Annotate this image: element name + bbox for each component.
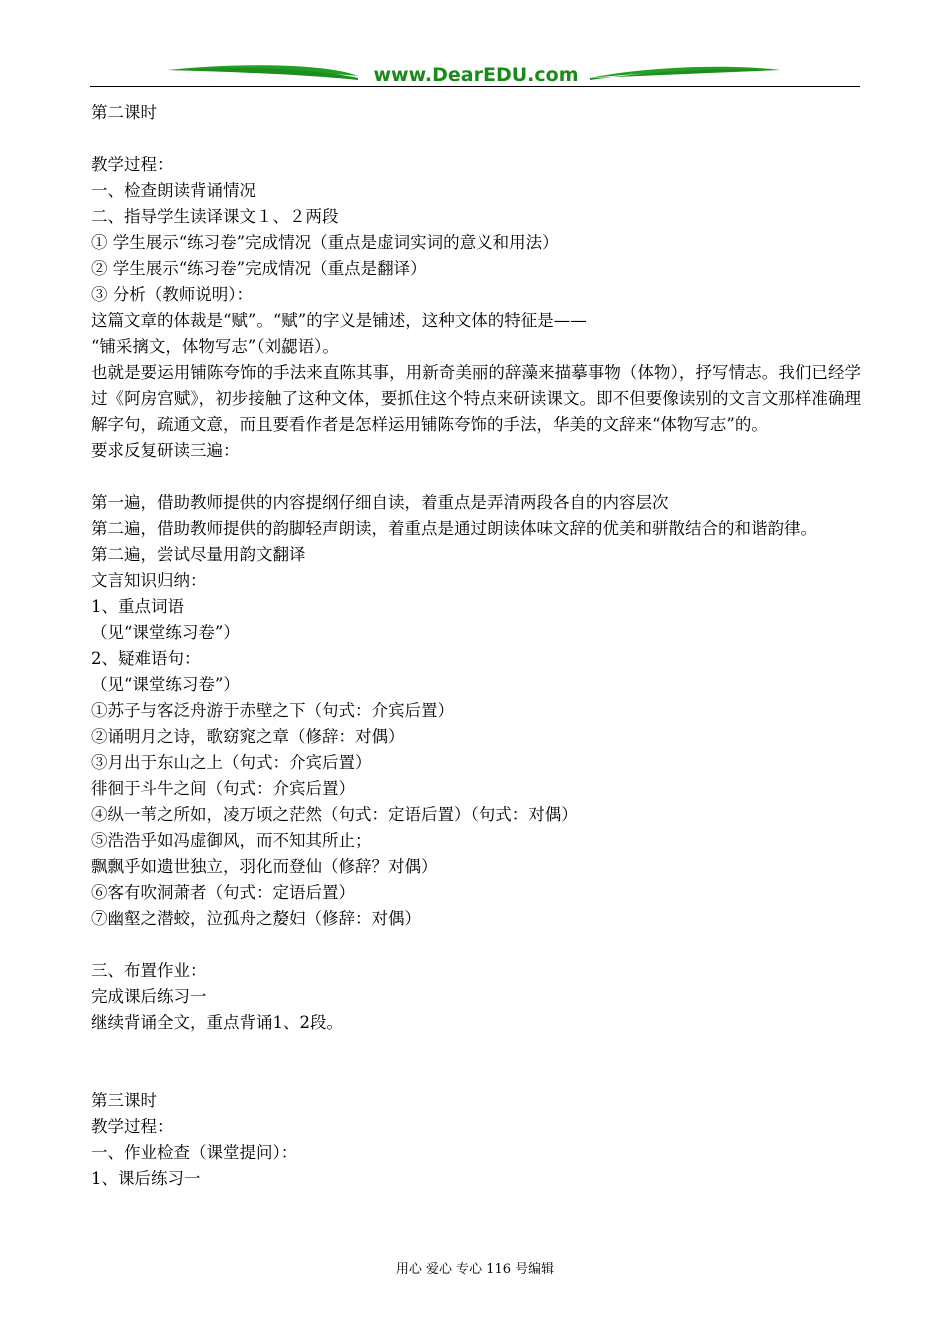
- text-line: 一、检查朗读背诵情况: [91, 181, 256, 200]
- text-line: 第三课时: [91, 1091, 157, 1110]
- blank-line: [91, 932, 861, 958]
- text-line: 飘飘乎如遗世独立，羽化而登仙（修辞？对偶）: [91, 857, 438, 876]
- text-line: 也就是要运用铺陈夸饰的手法来直陈其事，用新奇美丽的辞藻来描摹事物（体物），抒写情志。我们已经学过《阿房宫赋》，初步接触了这种文体，要抓住这个特点来研读课文。即不但要像读别的文言文那样准确理解字句，疏通文意，而且要看作者是怎样运用铺陈夸饰的手法，华美的文辞来“体物写志”的。: [91, 363, 861, 434]
- text-line: 完成课后练习一: [91, 987, 207, 1006]
- text-line: （见“课堂练习卷”）: [91, 675, 240, 694]
- text-line: 2、疑难语句：: [91, 649, 201, 668]
- text-line: ④纵一苇之所如，凌万顷之茫然（句式：定语后置）（句式：对偶）: [91, 805, 578, 824]
- text-line: 继续背诵全文，重点背诵1、2段。: [91, 1013, 343, 1032]
- text-line: 这篇文章的体裁是“赋”。“赋”的字义是铺述，这种文体的特征是——: [91, 311, 587, 330]
- blank-line: [91, 464, 861, 490]
- blank-line: [91, 1062, 861, 1088]
- text-line: （见“课堂练习卷”）: [91, 623, 240, 642]
- text-line: 三、布置作业：: [91, 961, 207, 980]
- text-line: ③ 分析（教师说明）：: [91, 285, 253, 304]
- text-line: ①苏子与客泛舟游于赤壁之下（句式：介宾后置）: [91, 701, 454, 720]
- header-divider: [90, 86, 860, 87]
- text-line: 第二遍，尝试尽量用韵文翻译: [91, 545, 306, 564]
- document-body: [91, 100, 861, 1192]
- text-line: 第一遍，借助教师提供的内容提纲仔细自读，着重点是弄清两段各自的内容层次: [91, 493, 669, 512]
- text-line: 教学过程：: [91, 155, 174, 174]
- text-line: 1、课后练习一: [91, 1169, 201, 1188]
- text-line: ⑥客有吹洞萧者（句式：定语后置）: [91, 883, 355, 902]
- text-line: 第二课时: [91, 103, 157, 122]
- text-line: 教学过程：: [91, 1117, 174, 1136]
- text-line: 第二遍，借助教师提供的韵脚轻声朗读，着重点是通过朗读体味文辞的优美和骈散结合的和谐韵律。: [91, 519, 817, 538]
- text-line: ③月出于东山之上（句式：介宾后置）: [91, 753, 372, 772]
- text-line: 徘徊于斗牛之间（句式：介宾后置）: [91, 779, 355, 798]
- text-line: ① 学生展示“练习卷”完成情况（重点是虚词实词的意义和用法）: [91, 233, 559, 252]
- text-line: ⑦幽壑之潜蛟，泣孤舟之嫠妇（修辞：对偶）: [91, 909, 421, 928]
- page-footer: 用心 爱心 专心 116 号编辑: [395, 1262, 555, 1277]
- text-line: 1、重点词语: [91, 597, 184, 616]
- text-line: 文言知识归纳：: [91, 571, 207, 590]
- text-line: 一、作业检查（课堂提问）：: [91, 1143, 298, 1162]
- text-line: 二、指导学生读译课文１、２两段: [91, 207, 339, 226]
- blank-line: [91, 1036, 861, 1062]
- text-line: “铺采摛文，体物写志”（刘勰语）。: [91, 337, 339, 356]
- text-line: ②诵明月之诗，歌窈窕之章（修辞：对偶）: [91, 727, 405, 746]
- logo-text: www.DearEDU.com: [373, 64, 579, 86]
- text-line: 要求反复研读三遍：: [91, 441, 240, 460]
- text-line: ② 学生展示“练习卷”完成情况（重点是翻译）: [91, 259, 427, 278]
- blank-line: [91, 126, 861, 152]
- text-line: ⑤浩浩乎如冯虚御风，而不知其所止；: [91, 831, 372, 850]
